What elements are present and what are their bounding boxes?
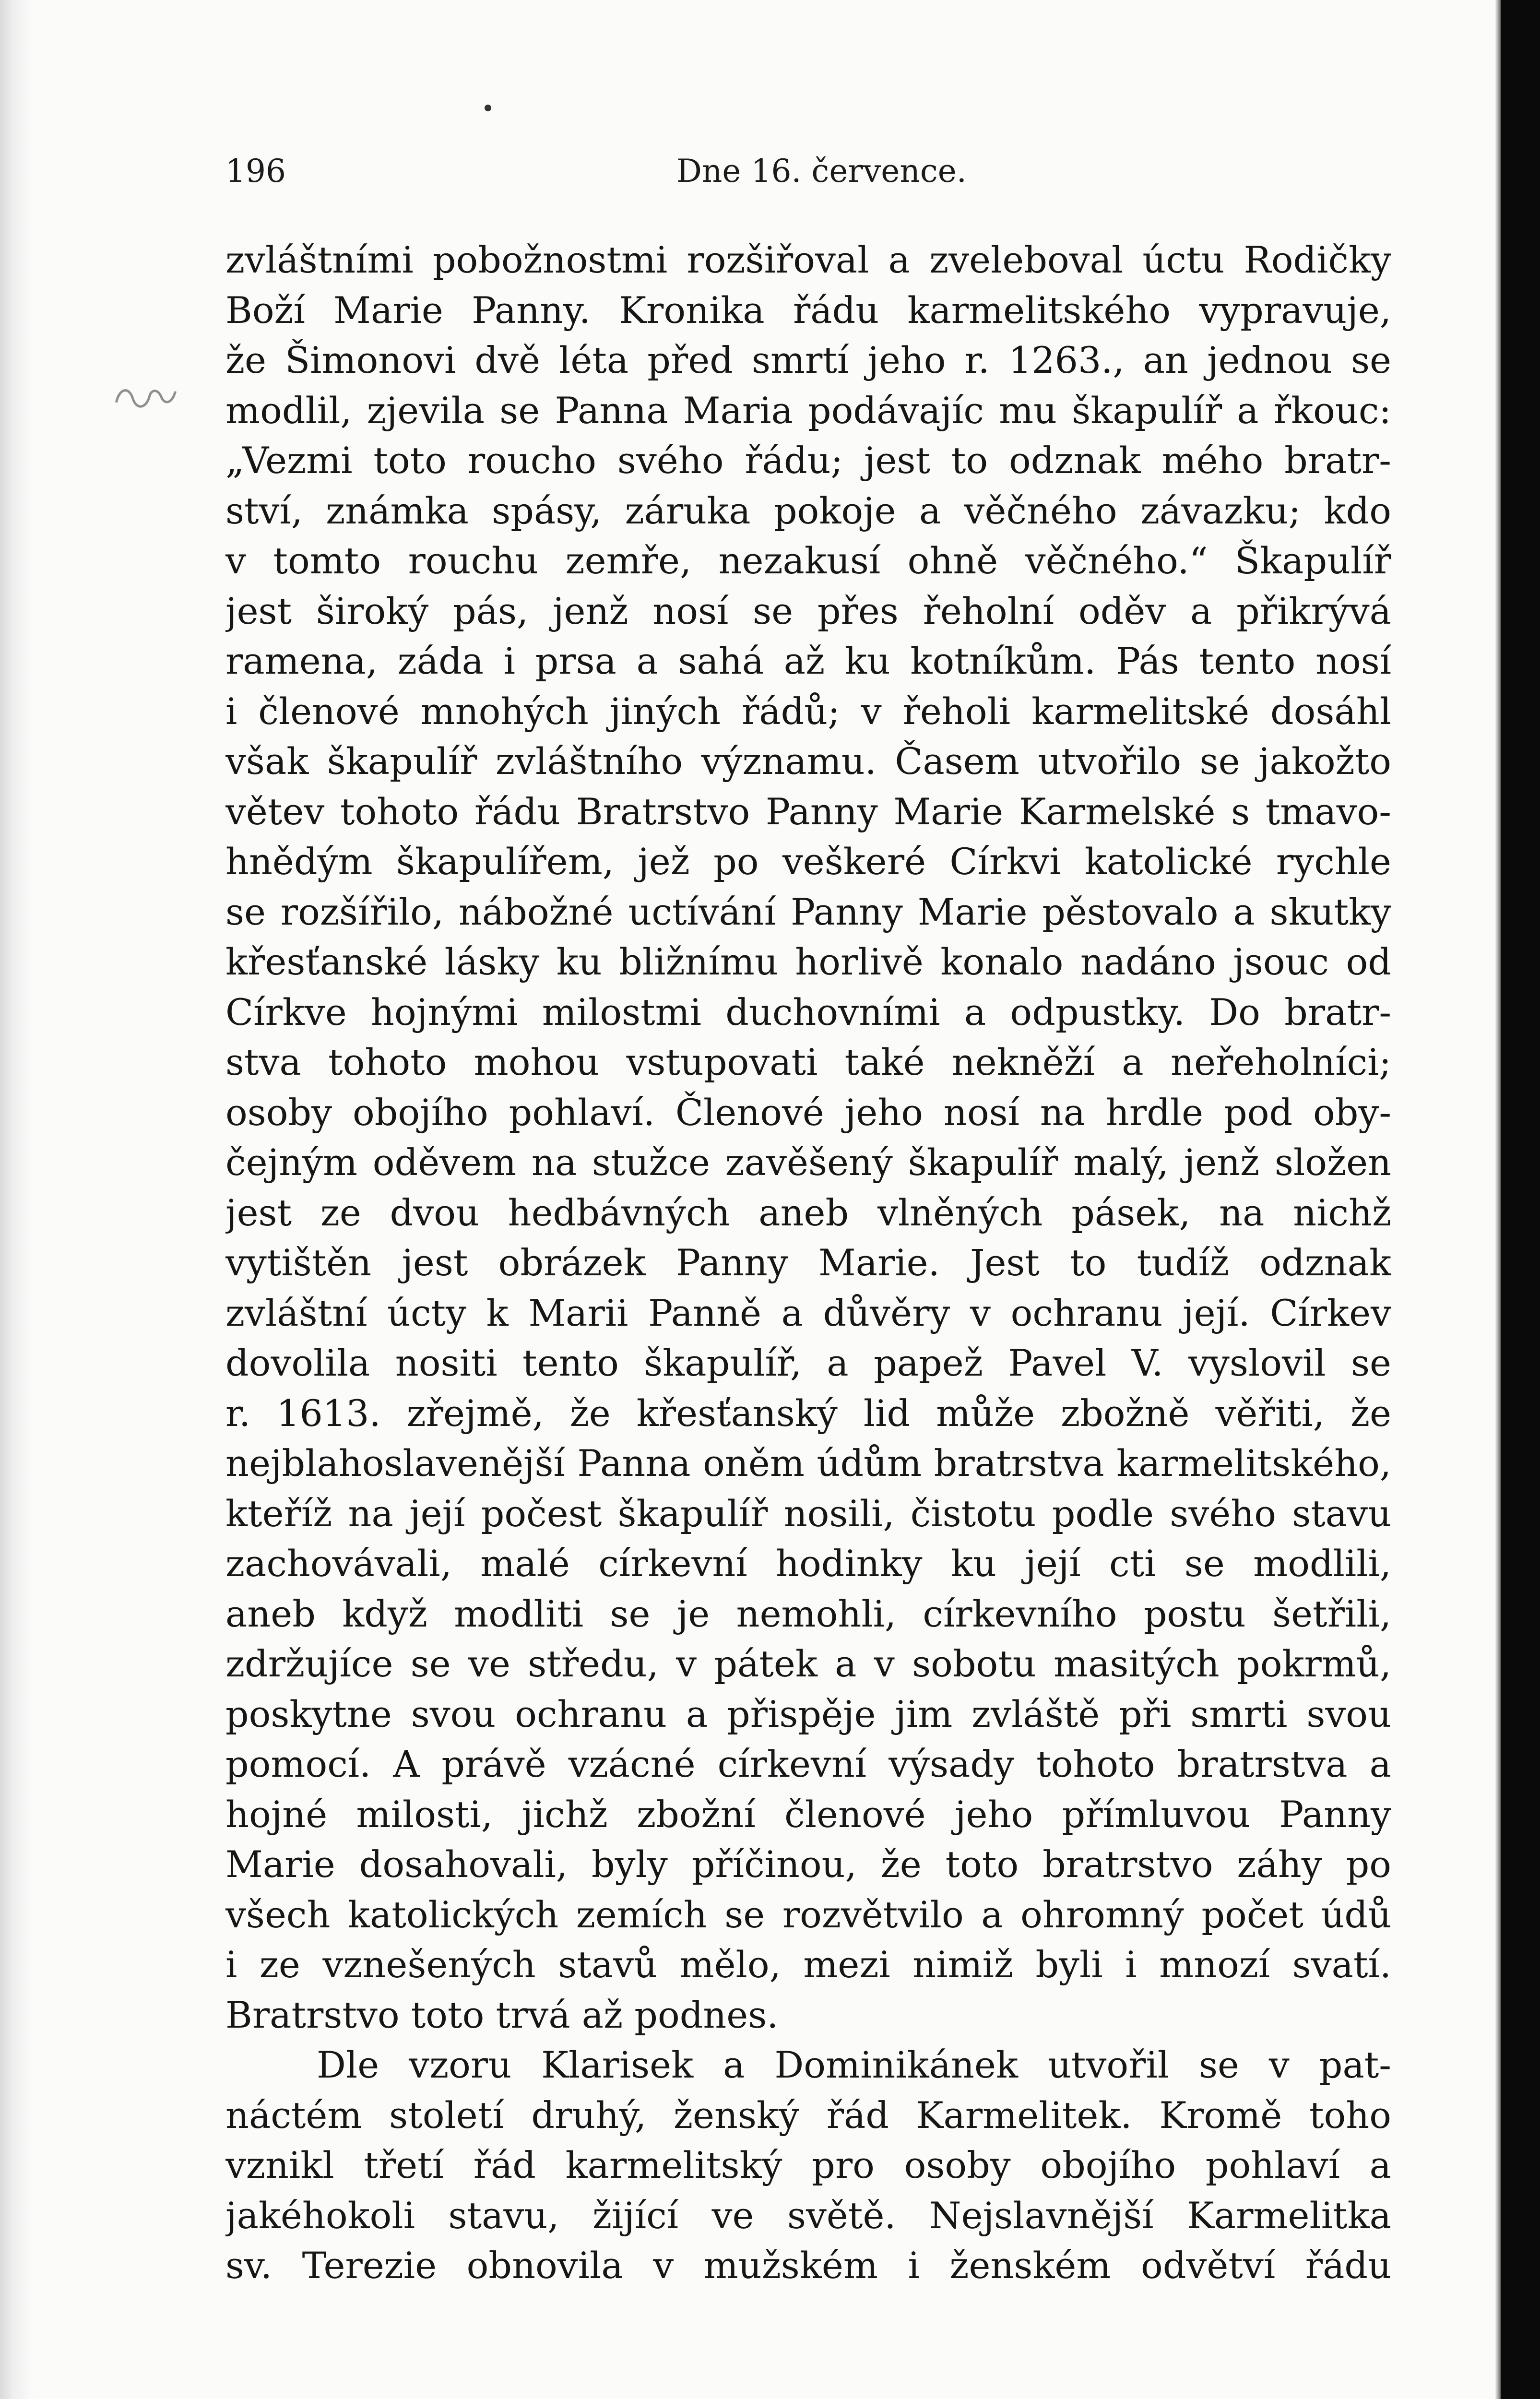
- text-line: modlil, zjevila se Panna Maria podávajíc mu škapulíř a řkouc:: [225, 389, 1391, 432]
- running-title: Dne 16. července.: [676, 153, 967, 190]
- text-line: i členové mnohých jiných řádů; v řeholi karmelitské dosáhl: [225, 689, 1391, 733]
- text-line: aneb když modliti se je nemohli, církevního postu šetřili,: [225, 1592, 1391, 1635]
- text-line: náctém století druhý, ženský řád Karmelitek. Kromě toho: [225, 2093, 1391, 2137]
- text-line: ství, známka spásy, záruka pokoje a věčného závazku; kdo: [225, 489, 1391, 532]
- text-line: zdržujíce se ve středu, v pátek a v sobotu masitých pokrmů,: [225, 1642, 1391, 1685]
- running-head: [225, 153, 1391, 201]
- text-line: zvláštními pobožnostmi rozšiřoval a zveleboval úctu Rodičky: [225, 238, 1391, 281]
- text-line: zachovávali, malé církevní hodinky ku její cti se modlili,: [225, 1542, 1391, 1585]
- text-line: nejblahoslavenější Panna oněm údům bratrstva karmelitského,: [225, 1442, 1391, 1485]
- text-line: i ze vznešených stavů mělo, mezi nimiž byli i mnozí svatí.: [225, 1943, 1391, 1986]
- text-line: zvláštní úcty k Marii Panně a důvěry v ochranu její. Církev: [225, 1291, 1391, 1334]
- text-line: jest široký pás, jenž nosí se přes řeholní oděv a přikrývá: [225, 589, 1391, 632]
- text-line: osoby obojího pohlaví. Členové jeho nosí na hrdle pod oby-: [225, 1091, 1391, 1134]
- paragraph-start-line: Dle vzoru Klarisek a Dominikánek utvořil se v pat-: [317, 2043, 1391, 2086]
- text-line: vytištěn jest obrázek Panny Marie. Jest to tudíž odznak: [225, 1241, 1391, 1284]
- text-line: „Vezmi toto roucho svého řádu; jest to odznak mého bratr-: [225, 439, 1391, 482]
- text-line: pomocí. A právě vzácné církevní výsady tohoto bratrstva a: [225, 1743, 1391, 1785]
- ink-speck: [485, 105, 491, 111]
- text-line: sv. Terezie obnovila v mužském i ženském odvětví řádu: [225, 2244, 1391, 2287]
- text-line: ramena, záda i prsa a sahá až ku kotníkům. Pás tento nosí: [225, 640, 1391, 682]
- text-line: r. 1613. zřejmě, že křesťanský lid může zbožně věřiti, že: [225, 1391, 1391, 1435]
- text-line: jakéhokoli stavu, žijící ve světě. Nejslavnější Karmelitka: [225, 2194, 1391, 2237]
- margin-scribble: [109, 376, 185, 422]
- page-number: 196: [225, 153, 286, 190]
- scan-border-right: [1501, 0, 1540, 2399]
- text-line: jest ze dvou hedbávných aneb vlněných pásek, na nichž: [225, 1191, 1391, 1234]
- text-line: všech katolických zemích se rozvětvilo a ohromný počet údů: [225, 1893, 1391, 1936]
- text-line: v tomto rouchu zemře, nezakusí ohně věčného.“ Škapulíř: [225, 539, 1391, 582]
- text-line: čejným oděvem na stužce zavěšený škapulíř malý, jenž složen: [225, 1141, 1391, 1184]
- text-line: Církve hojnými milostmi duchovními a odpustky. Do bratr-: [225, 990, 1391, 1033]
- text-line: hojné milosti, jichž zbožní členové jeho přímluvou Panny: [225, 1793, 1391, 1836]
- body-text: [225, 235, 1391, 2291]
- text-line: hnědým škapulířem, jež po veškeré Církvi katolické rychle: [225, 840, 1391, 883]
- text-line: kteříž na její počest škapulíř nosili, čistotu podle svého stavu: [225, 1492, 1391, 1535]
- text-line: však škapulíř zvláštního významu. Časem utvořilo se jakožto: [225, 740, 1391, 783]
- text-line: se rozšířilo, nábožné uctívání Panny Marie pěstovalo a skutky: [225, 890, 1391, 933]
- text-line: Marie dosahovali, byly příčinou, že toto bratrstvo záhy po: [225, 1843, 1391, 1886]
- text-line: větev tohoto řádu Bratrstvo Panny Marie Karmelské s tmavo-: [225, 790, 1391, 833]
- text-line: stva tohoto mohou vstupovati také nekněží a neřeholníci;: [225, 1041, 1391, 1083]
- text-line: poskytne svou ochranu a přispěje jim zvláště při smrti svou: [225, 1692, 1391, 1735]
- text-line: dovolila nositi tento škapulíř, a papež Pavel V. vyslovil se: [225, 1342, 1391, 1384]
- text-line: vznikl třetí řád karmelitský pro osoby obojího pohlaví a: [225, 2144, 1391, 2186]
- text-line: že Šimonovi dvě léta před smrtí jeho r. 1263., an jednou se: [225, 339, 1391, 381]
- binding-shadow: [0, 0, 34, 2399]
- text-line: Boží Marie Panny. Kronika řádu karmelitského vypravuje,: [225, 288, 1391, 332]
- paragraph-end-line: Bratrstvo toto trvá až podnes.: [225, 1993, 779, 2036]
- scribble-mark-icon: [109, 376, 185, 422]
- text-line: křesťanské lásky ku bližnímu horlivě konalo nadáno jsouc od: [225, 940, 1391, 983]
